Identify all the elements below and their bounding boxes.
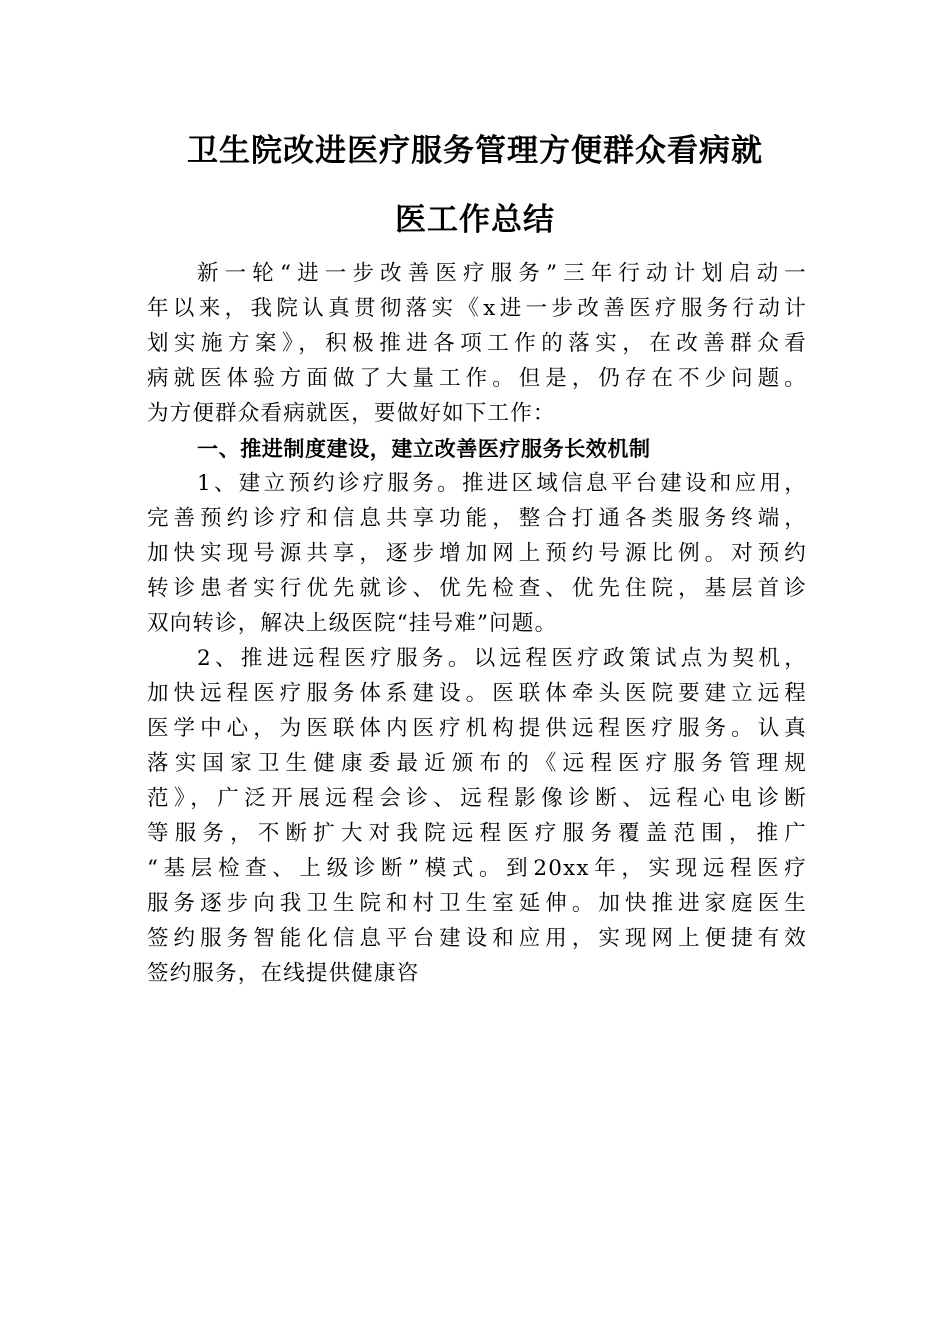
paragraph-line: 等服务，不断扩大对我院远程医疗服务覆盖范围，推广 (147, 821, 807, 846)
paragraph-line: 划实施方案》，积极推进各项工作的落实，在改善群众看 (147, 331, 807, 356)
paragraph-line: 年以来，我院认真贯彻落实《x进一步改善医疗服务行动计 (147, 296, 807, 321)
paragraph-line: 范》，广泛开展远程会诊、远程影像诊断、远程心电诊断 (147, 786, 807, 811)
paragraph-line: 病就医体验方面做了大量工作。但是，仍存在不少问题。 (147, 366, 807, 391)
paragraph-line: 加快远程医疗服务体系建设。医联体牵头医院要建立远程 (147, 681, 807, 706)
document-title-line-1: 卫生院改进医疗服务管理方便群众看病就 (187, 133, 763, 169)
paragraph-line: 双向转诊，解决上级医院“挂号难”问题。 (147, 611, 558, 636)
paragraph-line: 医学中心，为医联体内医疗机构提供远程医疗服务。认真 (147, 716, 807, 741)
paragraph-line: 服务逐步向我卫生院和村卫生室延伸。加快推进家庭医生 (147, 891, 807, 916)
paragraph-line: 1、建立预约诊疗服务。推进区域信息平台建设和应用， (197, 471, 807, 496)
document-title-line-2: 医工作总结 (395, 202, 555, 238)
paragraph-line: 转诊患者实行优先就诊、优先检查、优先住院，基层首诊 (147, 576, 807, 601)
paragraph-line: “基层检查、上级诊断”模式。到20xx年，实现远程医疗 (147, 856, 807, 881)
paragraph-line: 签约服务智能化信息平台建设和应用，实现网上便捷有效 (147, 926, 807, 951)
section-heading: 一、推进制度建设，建立改善医疗服务长效机制 (197, 437, 651, 461)
paragraph-line: 新一轮“进一步改善医疗服务”三年行动计划启动一 (197, 261, 807, 286)
paragraph-line: 加快实现号源共享，逐步增加网上预约号源比例。对预约 (147, 541, 807, 566)
paragraph-line: 签约服务，在线提供健康咨 (147, 961, 420, 986)
paragraph-line: 为方便群众看病就医，要做好如下工作： (147, 401, 556, 426)
paragraph-line: 完善预约诊疗和信息共享功能，整合打通各类服务终端， (147, 506, 807, 531)
paragraph-line: 落实国家卫生健康委最近颁布的《远程医疗服务管理规 (147, 751, 807, 776)
paragraph-line: 2、推进远程医疗服务。以远程医疗政策试点为契机， (197, 646, 807, 671)
